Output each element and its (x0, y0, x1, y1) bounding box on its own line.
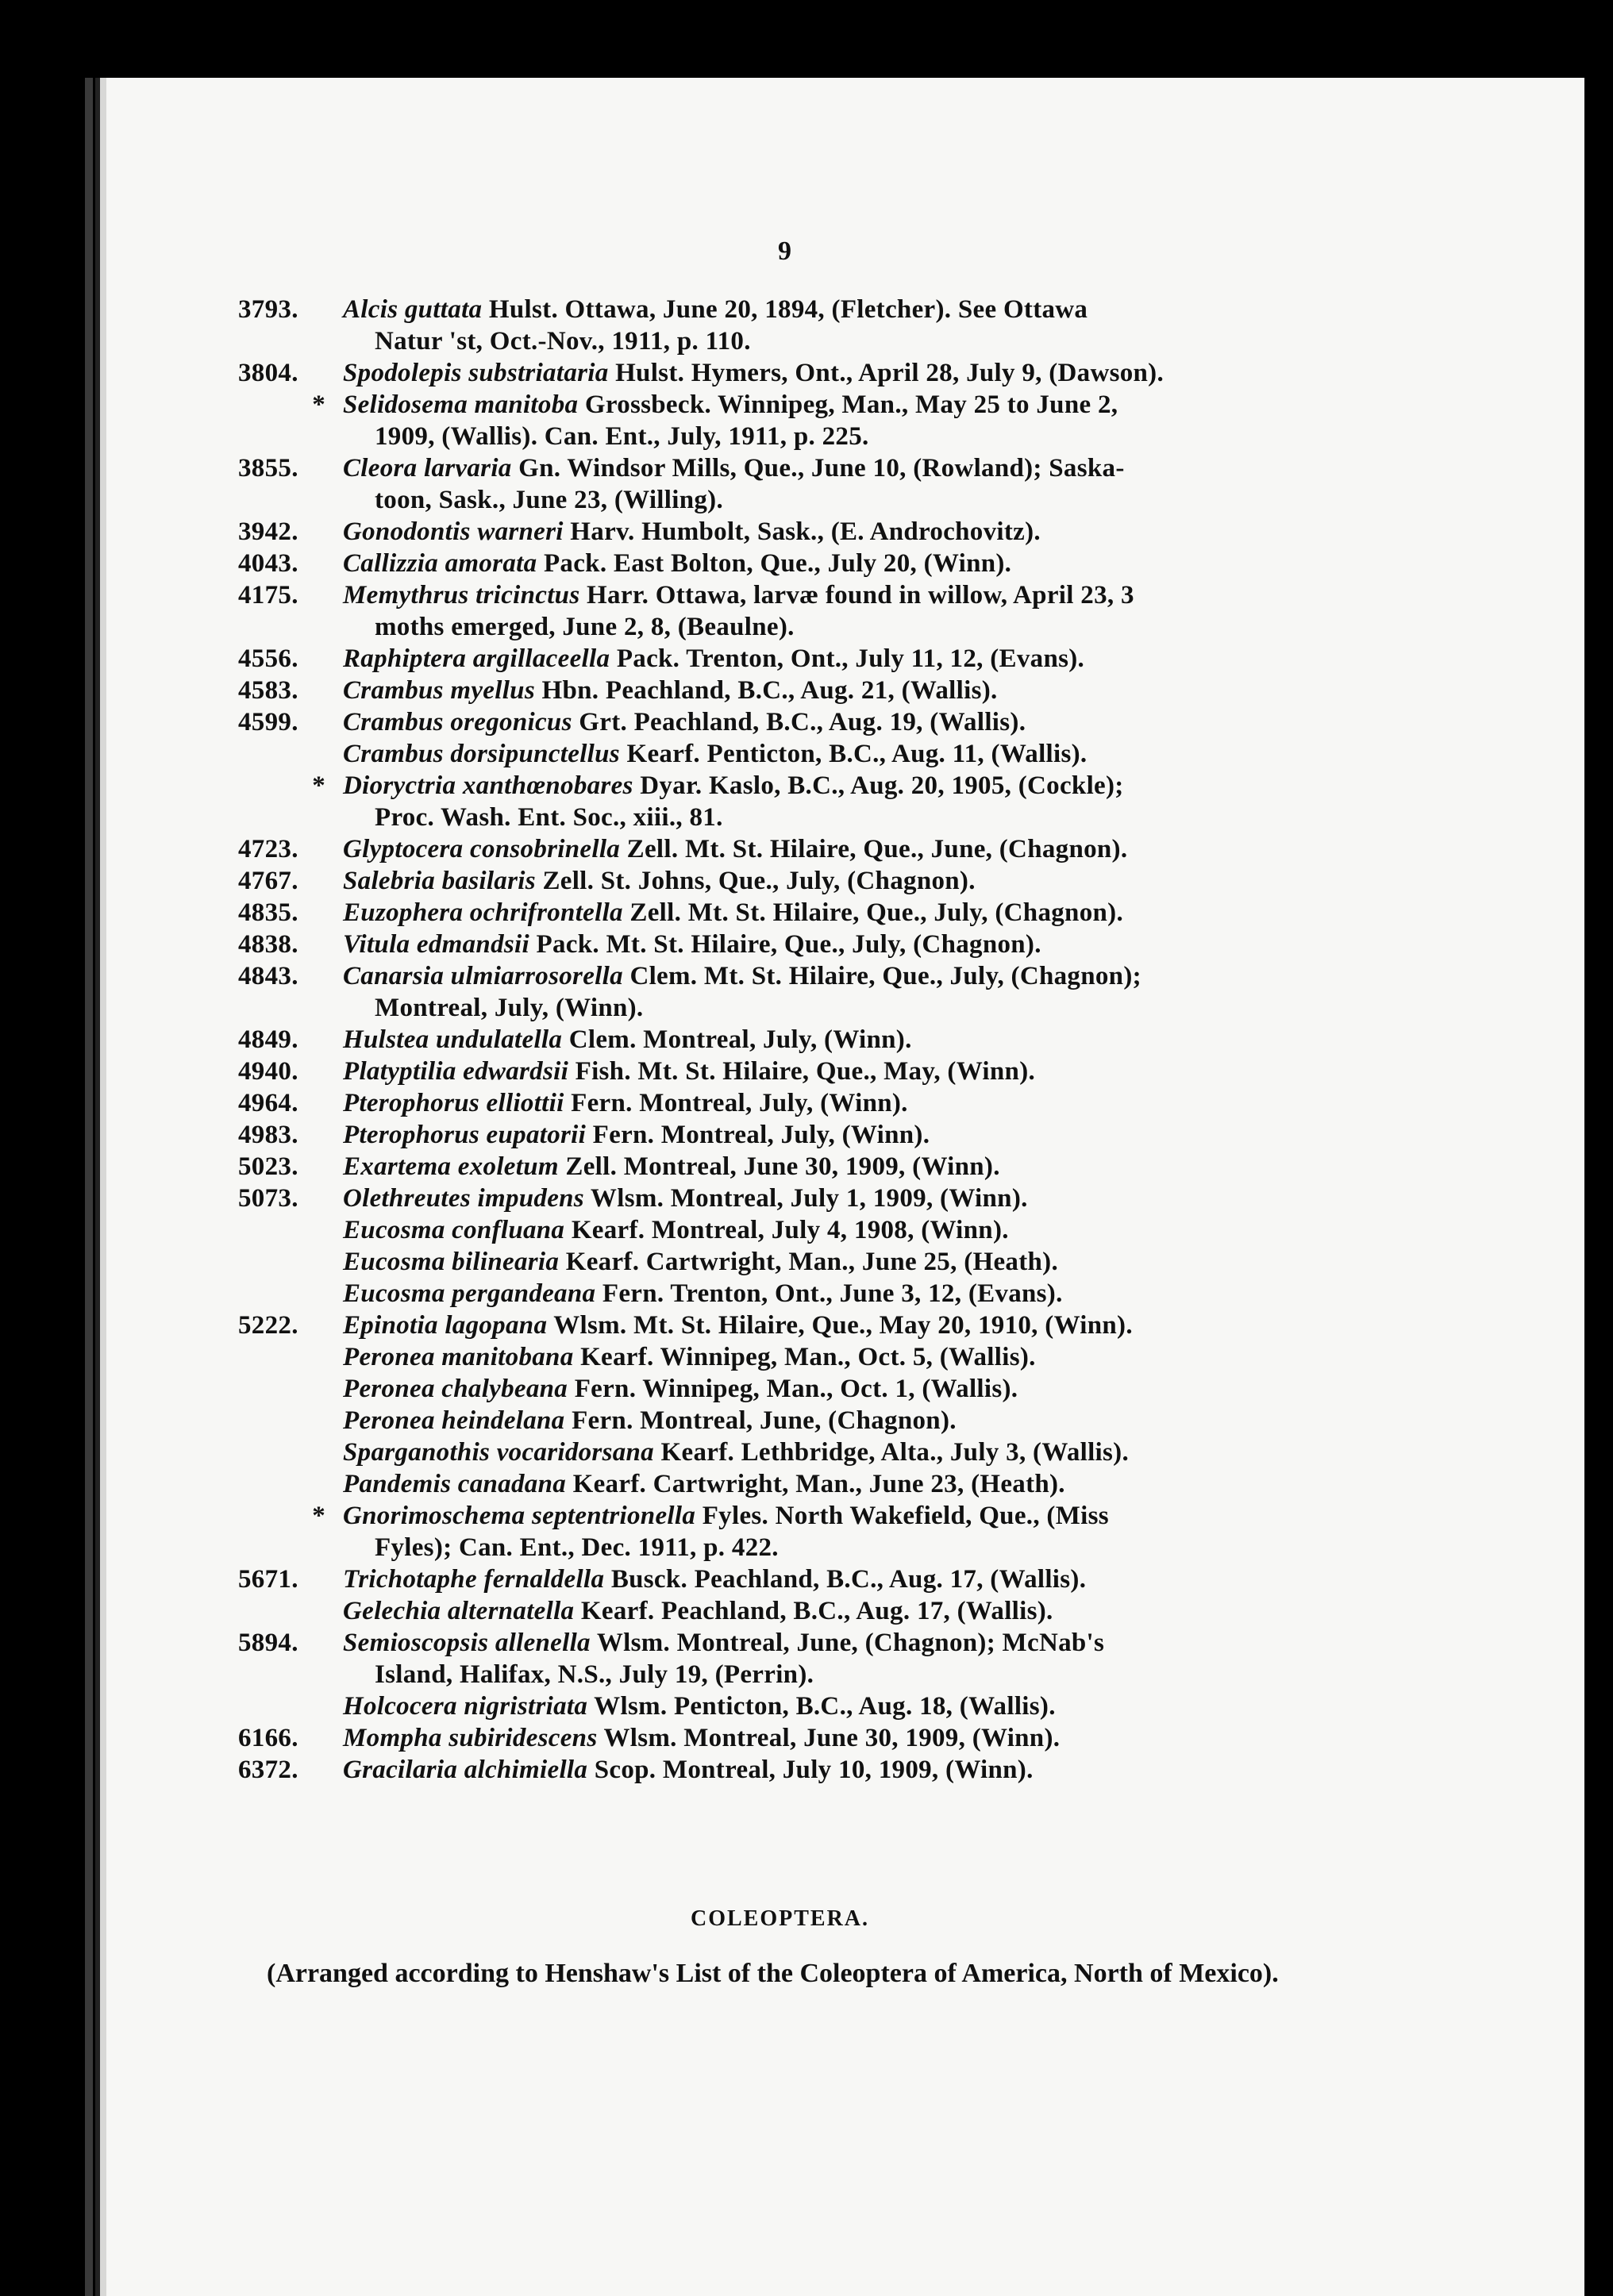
entry-text: Harr. Ottawa, larvæ found in willow, April 23, 3 (587, 581, 1134, 610)
species-name: Gracilaria alchimiella (343, 1756, 588, 1784)
species-entry-line (238, 1722, 1349, 1754)
entry-body (343, 1056, 1349, 1087)
entry-number: 3855. (238, 454, 298, 483)
species-name: Raphiptera argillaceella (343, 644, 610, 673)
entry-number (238, 1405, 343, 1436)
entry-body (343, 675, 1349, 706)
section-note: (Arranged according to Henshaw's List of the Coleoptera of America, North of Mexico). (267, 1959, 1279, 1988)
entry-body (343, 1310, 1349, 1341)
entry-text: Hulst. Hymers, Ont., April 28, July 9, (Dawson). (615, 359, 1165, 387)
entry-number (238, 1436, 343, 1468)
species-name: Peronea chalybeana (343, 1375, 568, 1403)
entry-body (343, 833, 1349, 865)
entry-text: Gn. Windsor Mills, Que., June 10, (Rowland); Saska- (518, 454, 1125, 483)
entry-number: 5222. (238, 1311, 298, 1340)
species-entry-line (238, 1659, 1349, 1690)
species-entry-line (238, 1754, 1349, 1786)
entry-body (343, 1659, 1349, 1690)
entry-text: Fern. Winnipeg, Man., Oct. 1, (Wallis). (574, 1375, 1018, 1403)
species-entry-line (238, 421, 1349, 452)
entry-number (238, 421, 343, 452)
entry-number: 4583. (238, 676, 298, 705)
species-entry-line (238, 516, 1349, 548)
entry-body (343, 1405, 1349, 1436)
entry-number: 4843. (238, 962, 298, 990)
entry-text: Clem. Montreal, July, (Winn). (568, 1025, 912, 1054)
species-entry-line (238, 1532, 1349, 1563)
species-entry-line (238, 357, 1349, 389)
species-entry-line (238, 1087, 1349, 1119)
entry-body (343, 706, 1349, 738)
entry-body (343, 325, 1349, 357)
entry-text: Fern. Montreal, June, (Chagnon). (572, 1406, 957, 1435)
entry-body (343, 1468, 1349, 1500)
species-entry-line (238, 548, 1349, 579)
species-name: Glyptocera consobrinella (343, 835, 621, 863)
entry-text: Busck. Peachland, B.C., Aug. 17, (Wallis). (610, 1565, 1087, 1594)
species-name: Gonodontis warneri (343, 517, 564, 546)
entry-body (343, 389, 1349, 421)
entry-number (238, 1214, 343, 1246)
page-number: 9 (778, 237, 791, 266)
entry-body (343, 421, 1349, 452)
entry-body (343, 1183, 1349, 1214)
species-name: Gelechia alternatella (343, 1597, 575, 1625)
entry-number: 5671. (238, 1565, 298, 1594)
entry-number: * (312, 1502, 325, 1530)
species-entry-line (238, 1056, 1349, 1087)
species-entry-line (238, 1246, 1349, 1278)
entry-text: Pack. East Bolton, Que., July 20, (Winn). (543, 549, 1012, 578)
entry-text: Scop. Montreal, July 10, 1909, (Winn). (594, 1756, 1034, 1784)
entry-body (343, 357, 1349, 389)
entry-text: Zell. Mt. St. Hilaire, Que., June, (Chagnon). (626, 835, 1128, 863)
species-entry-line (238, 960, 1349, 992)
entry-number: 4599. (238, 708, 298, 736)
entry-body (343, 1754, 1349, 1786)
species-entry-line (238, 389, 1349, 421)
entry-body (343, 1119, 1349, 1151)
entry-text: Kearf. Cartwright, Man., June 25, (Heath). (565, 1248, 1058, 1276)
entry-number: 3804. (238, 359, 298, 387)
entry-number (238, 1246, 343, 1278)
entry-body (343, 865, 1349, 897)
entry-body (343, 1278, 1349, 1310)
species-entry-line (238, 579, 1349, 611)
entry-number: 4556. (238, 644, 298, 673)
species-entry-line (238, 1310, 1349, 1341)
species-entry-line (238, 1373, 1349, 1405)
entry-body (343, 1087, 1349, 1119)
entry-text: Fish. Mt. St. Hilaire, Que., May, (Winn). (575, 1057, 1036, 1086)
species-name: Semioscopsis allenella (343, 1629, 591, 1657)
species-entry-line (238, 1341, 1349, 1373)
species-name: Crambus oregonicus (343, 708, 572, 736)
entry-number (238, 1341, 343, 1373)
entry-body (343, 1436, 1349, 1468)
species-entry-line (238, 1183, 1349, 1214)
entry-text: Montreal, July, (Winn). (375, 994, 644, 1022)
entry-number: 4983. (238, 1121, 298, 1149)
entry-text: Zell. Mt. St. Hilaire, Que., July, (Chagnon). (629, 898, 1124, 927)
species-name: Trichotaphe fernaldella (343, 1565, 605, 1594)
species-name: Cleora larvaria (343, 454, 512, 483)
species-entry-line (238, 1500, 1349, 1532)
entry-number: 4964. (238, 1089, 298, 1117)
species-name: Memythrus tricinctus (343, 581, 580, 610)
species-entry-line (238, 992, 1349, 1024)
entry-body (343, 960, 1349, 992)
entry-body (343, 548, 1349, 579)
entry-number: 5023. (238, 1152, 298, 1181)
entry-body (343, 802, 1349, 833)
entry-number (238, 1278, 343, 1310)
species-entry-line (238, 929, 1349, 960)
entry-number: 4043. (238, 549, 298, 578)
species-entry-line (238, 897, 1349, 929)
entry-number: 6372. (238, 1756, 298, 1784)
entry-text: Proc. Wash. Ent. Soc., xiii., 81. (375, 803, 723, 832)
entry-number (238, 1690, 343, 1722)
species-name: Pandemis canadana (343, 1470, 567, 1498)
species-name: Salebria basilaris (343, 867, 536, 895)
species-list (238, 294, 1349, 1786)
entry-text: Zell. St. Johns, Que., July, (Chagnon). (542, 867, 976, 895)
entry-body (343, 1722, 1349, 1754)
entry-text: Harv. Humbolt, Sask., (E. Androchovitz). (570, 517, 1041, 546)
entry-body (343, 579, 1349, 611)
entry-text: Fyles); Can. Ent., Dec. 1911, p. 422. (375, 1533, 779, 1562)
species-entry-line (238, 738, 1349, 770)
entry-text: Kearf. Winnipeg, Man., Oct. 5, (Wallis). (580, 1343, 1036, 1371)
entry-body (343, 1373, 1349, 1405)
species-entry-line (238, 770, 1349, 802)
species-name: Selidosema manitoba (343, 390, 579, 419)
species-entry-line (238, 1595, 1349, 1627)
species-entry-line (238, 325, 1349, 357)
page-binding-edge (85, 78, 93, 2296)
entry-number (238, 611, 343, 643)
entry-number: 4767. (238, 867, 298, 895)
entry-body (343, 1341, 1349, 1373)
entry-number: 6166. (238, 1724, 298, 1752)
entry-text: Kearf. Peachland, B.C., Aug. 17, (Wallis). (580, 1597, 1053, 1625)
species-name: Pterophorus eupatorii (343, 1121, 587, 1149)
entry-text: Hulst. Ottawa, June 20, 1894, (Fletcher). See Ottawa (488, 295, 1088, 324)
entry-body (343, 1214, 1349, 1246)
entry-number (238, 325, 343, 357)
species-name: Holcocera nigristriata (343, 1692, 588, 1721)
entry-number (238, 1373, 343, 1405)
entry-text: Fyles. North Wakefield, Que., (Miss (702, 1502, 1109, 1530)
species-name: Canarsia ulmiarrosorella (343, 962, 623, 990)
species-entry-line (238, 833, 1349, 865)
species-entry-line (238, 643, 1349, 675)
species-name: Euzophera ochrifrontella (343, 898, 623, 927)
species-name: Crambus dorsipunctellus (343, 740, 620, 768)
species-entry-line (238, 1436, 1349, 1468)
species-name: Epinotia lagopana (343, 1311, 548, 1340)
species-name: Callizzia amorata (343, 549, 537, 578)
species-entry-line (238, 1405, 1349, 1436)
entry-text: Wlsm. Montreal, July 1, 1909, (Winn). (590, 1184, 1028, 1213)
entry-number (238, 738, 343, 770)
entry-number (238, 992, 343, 1024)
entry-text: Kearf. Penticton, B.C., Aug. 11, (Wallis). (626, 740, 1088, 768)
entry-body (343, 1627, 1349, 1659)
entry-body (343, 1532, 1349, 1563)
entry-number: 4940. (238, 1057, 298, 1086)
entry-text: Clem. Mt. St. Hilaire, Que., July, (Chagnon); (629, 962, 1141, 990)
species-entry-line (238, 294, 1349, 325)
entry-body (343, 1024, 1349, 1056)
entry-text: Fern. Montreal, July, (Winn). (592, 1121, 930, 1149)
entry-text: Fern. Montreal, July, (Winn). (571, 1089, 908, 1117)
species-entry-line (238, 611, 1349, 643)
species-name: Hulstea undulatella (343, 1025, 563, 1054)
species-name: Mompha subiridescens (343, 1724, 598, 1752)
species-name: Platyptilia edwardsii (343, 1057, 569, 1086)
entry-text: Natur 'st, Oct.-Nov., 1911, p. 110. (375, 327, 751, 356)
species-entry-line (238, 452, 1349, 484)
entry-text: Pack. Mt. St. Hilaire, Que., July, (Chagnon). (536, 930, 1041, 959)
species-entry-line (238, 1214, 1349, 1246)
entry-text: Wlsm. Montreal, June, (Chagnon); McNab's (596, 1629, 1105, 1657)
entry-number (238, 1532, 343, 1563)
entry-number: 4835. (238, 898, 298, 927)
entry-body (343, 516, 1349, 548)
species-name: Eucosma bilinearia (343, 1248, 560, 1276)
species-name: Spodolepis substriataria (343, 359, 609, 387)
entry-number (238, 1468, 343, 1500)
entry-body (343, 294, 1349, 325)
species-entry-line (238, 865, 1349, 897)
entry-body (343, 1246, 1349, 1278)
entry-number (238, 484, 343, 516)
entry-text: Kearf. Montreal, July 4, 1908, (Winn). (571, 1216, 1009, 1244)
entry-body (343, 643, 1349, 675)
species-name: Pterophorus elliottii (343, 1089, 564, 1117)
entry-number: 5894. (238, 1629, 298, 1657)
entry-text: Island, Halifax, N.S., July 19, (Perrin). (375, 1660, 814, 1689)
entry-number: 5073. (238, 1184, 298, 1213)
entry-body (343, 452, 1349, 484)
entry-text: Kearf. Cartwright, Man., June 23, (Heath). (572, 1470, 1065, 1498)
entry-body (343, 1500, 1349, 1532)
entry-text: Wlsm. Mt. St. Hilaire, Que., May 20, 1910, (Winn). (553, 1311, 1133, 1340)
section-title: COLEOPTERA. (691, 1906, 870, 1931)
entry-number: 4849. (238, 1025, 298, 1054)
entry-text: Fern. Trenton, Ont., June 3, 12, (Evans). (602, 1279, 1063, 1308)
entry-body (343, 1595, 1349, 1627)
species-name: Exartema exoletum (343, 1152, 559, 1181)
entry-text: Zell. Montreal, June 30, 1909, (Winn). (565, 1152, 1000, 1181)
entry-number: 4175. (238, 581, 298, 610)
entry-text: Dyar. Kaslo, B.C., Aug. 20, 1905, (Cockle); (640, 771, 1124, 800)
entry-number (238, 1659, 343, 1690)
entry-number: 3942. (238, 517, 298, 546)
entry-number: 3793. (238, 295, 298, 324)
species-entry-line (238, 1690, 1349, 1722)
entry-body (343, 484, 1349, 516)
entry-body (343, 738, 1349, 770)
entry-text: Kearf. Lethbridge, Alta., July 3, (Wallis). (660, 1438, 1130, 1467)
entry-text: Grossbeck. Winnipeg, Man., May 25 to June 2, (584, 390, 1118, 419)
entry-number (238, 802, 343, 833)
entry-number: 4723. (238, 835, 298, 863)
species-name: Peronea manitobana (343, 1343, 574, 1371)
species-entry-line (238, 1024, 1349, 1056)
entry-body (343, 1151, 1349, 1183)
species-name: Alcis guttata (343, 295, 483, 324)
species-name: Eucosma confluana (343, 1216, 565, 1244)
species-entry-line (238, 1151, 1349, 1183)
entry-body (343, 897, 1349, 929)
species-entry-line (238, 1278, 1349, 1310)
species-entry-line (238, 1563, 1349, 1595)
entry-text: Pack. Trenton, Ont., July 11, 12, (Evans). (616, 644, 1085, 673)
entry-body (343, 1563, 1349, 1595)
species-name: Eucosma pergandeana (343, 1279, 596, 1308)
species-entry-line (238, 1468, 1349, 1500)
species-name: Peronea heindelana (343, 1406, 565, 1435)
entry-number: * (312, 390, 325, 419)
entry-number: * (312, 771, 325, 800)
entry-body (343, 1690, 1349, 1722)
species-name: Olethreutes impudens (343, 1184, 584, 1213)
species-entry-line (238, 1627, 1349, 1659)
entry-body (343, 611, 1349, 643)
species-entry-line (238, 802, 1349, 833)
species-name: Dioryctria xanthœnobares (343, 771, 633, 800)
species-entry-line (238, 1119, 1349, 1151)
entry-text: toon, Sask., June 23, (Willing). (375, 486, 724, 514)
species-name: Vitula edmandsii (343, 930, 529, 959)
entry-text: moths emerged, June 2, 8, (Beaulne). (375, 613, 795, 641)
entry-body (343, 929, 1349, 960)
entry-text: Grt. Peachland, B.C., Aug. 19, (Wallis). (579, 708, 1026, 736)
species-entry-line (238, 675, 1349, 706)
entry-text: Wlsm. Penticton, B.C., Aug. 18, (Wallis). (594, 1692, 1056, 1721)
entry-number (238, 1595, 343, 1627)
entry-text: 1909, (Wallis). Can. Ent., July, 1911, p. 225. (375, 422, 869, 451)
entry-text: Wlsm. Montreal, June 30, 1909, (Winn). (603, 1724, 1061, 1752)
entry-body (343, 992, 1349, 1024)
entry-body (343, 770, 1349, 802)
species-name: Crambus myellus (343, 676, 535, 705)
species-entry-line (238, 484, 1349, 516)
species-name: Gnorimoschema septentrionella (343, 1502, 696, 1530)
entry-text: Hbn. Peachland, B.C., Aug. 21, (Wallis). (541, 676, 998, 705)
species-name: Sparganothis vocaridorsana (343, 1438, 654, 1467)
species-entry-line (238, 706, 1349, 738)
entry-number: 4838. (238, 930, 298, 959)
